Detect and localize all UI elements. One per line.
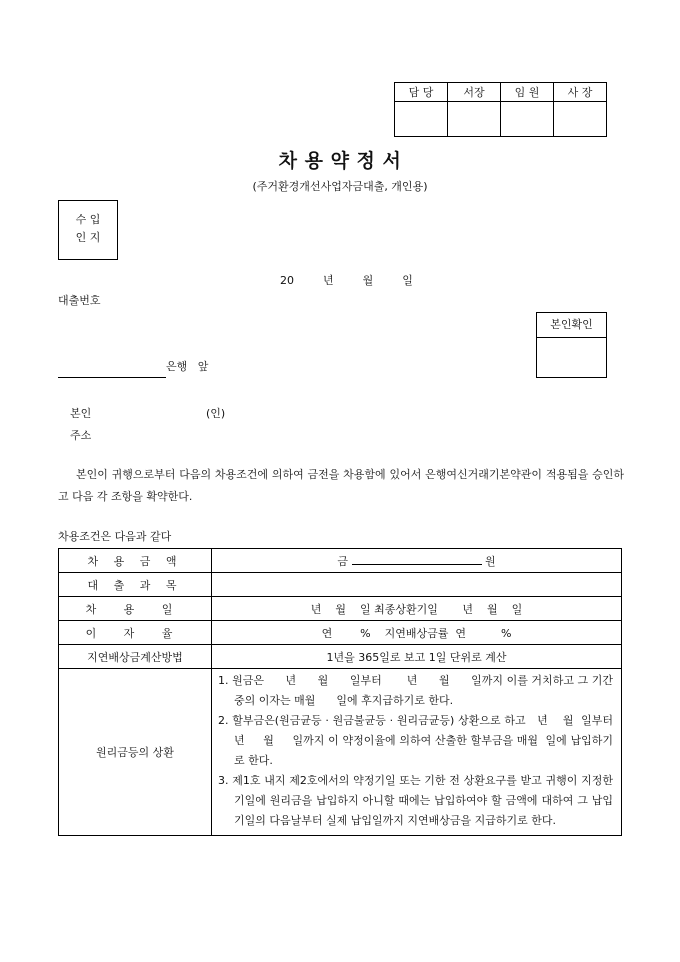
repayment-item-3: 3. 제1호 내지 제2호에서의 약정기일 또는 기한 전 상환요구를 받고 귀행이 지정한 기일에 원리금을 납입하지 아니할 때에는 납입하여야 할 금액에 대하여 그 납입기일의 다음날부터 실제 납입일까지 지연배상금을 지급하기로 한다. [218, 774, 613, 827]
repayment-list [212, 669, 631, 835]
loan-terms-table [58, 548, 631, 836]
approval-sign-manager[interactable] [395, 102, 448, 137]
subject-label: 대 출 과 목 [59, 573, 212, 597]
repayment-label: 원리금등의 상환 [59, 669, 212, 836]
document-title: 차 용 약 정 서 [278, 150, 402, 172]
repayment-item-1: 1. 원금은 년 월 일부터 년 월 일까지 이를 거치하고 그 기간중의 이자는 매월 일에 후지급하기로 한다. [218, 674, 613, 707]
approval-header-chief: 서장 [448, 83, 501, 102]
interest-rate-value[interactable]: 연 % 지연배상금률 연 % [212, 621, 622, 645]
table-row [59, 573, 622, 597]
approval-header-executive: 임 원 [501, 83, 554, 102]
subject-value[interactable] [212, 573, 622, 597]
borrower-seal-label: (인) [206, 407, 226, 420]
table-row [59, 621, 622, 645]
table-row [59, 669, 622, 836]
date-year-label: 년 [323, 274, 334, 287]
approval-header-manager: 담 당 [395, 83, 448, 102]
document-subtitle: (주거환경개선사업자금대출, 개인용) [252, 180, 428, 193]
penalty-method-label: 지연배상금계산방법 [59, 645, 212, 669]
agreement-paragraph: 본인이 귀행으로부터 다음의 차용조건에 의하여 금전을 차용함에 있어서 은행여신거래기본약관이 적용됨을 승인하고 다음 각 조항을 확약한다. [58, 468, 624, 503]
date-month-label: 월 [362, 274, 374, 287]
amount-prefix: 금 [337, 554, 348, 568]
amount-suffix: 원 [485, 554, 496, 568]
table-row [59, 645, 622, 669]
revenue-stamp-box [58, 200, 118, 260]
repayment-item-2: 2. 할부금은(원금균등 · 원금불균등 · 원리금균등) 상환으로 하고 년 월 일부터 년 월 일까지 이 약정이율에 의하여 산출한 할부금을 매월 일에 납입하기로 한다. [218, 714, 631, 767]
approval-sign-president[interactable] [554, 102, 607, 137]
amount-label: 차 용 금 액 [59, 549, 212, 573]
loan-date-label: 차 용 일 [59, 597, 212, 621]
amount-blank[interactable] [352, 554, 482, 565]
borrower-self-label: 본인 [70, 407, 92, 420]
penalty-method-value: 1년을 365일로 보고 1일 단위로 계산 [212, 645, 622, 669]
date-line [280, 272, 413, 288]
identity-check-box [536, 312, 607, 378]
amount-value-cell[interactable] [212, 549, 622, 573]
borrower-address-label: 주소 [70, 429, 92, 442]
table-row [59, 597, 622, 621]
stamp-label-line2: 인 지 [75, 231, 101, 244]
date-prefix: 20 [280, 274, 294, 287]
interest-rate-label: 이 자 율 [59, 621, 212, 645]
table-row [59, 549, 622, 573]
conditions-heading: 차용조건은 다음과 같다 [58, 530, 172, 543]
date-day-label: 일 [402, 274, 413, 287]
approval-sign-executive[interactable] [501, 102, 554, 137]
approval-header-president: 사 장 [554, 83, 607, 102]
bank-addressee-label: 은행 앞 [166, 360, 209, 373]
loan-date-value[interactable]: 년 월 일 최종상환기일 년 월 일 [212, 597, 622, 621]
approval-sign-chief[interactable] [448, 102, 501, 137]
bank-name-blank[interactable] [58, 377, 166, 378]
identity-check-label: 본인확인 [537, 313, 606, 338]
repayment-cell [212, 669, 631, 836]
stamp-label-line1: 수 입 [75, 213, 101, 226]
approval-grid [394, 82, 607, 137]
loan-number-label: 대출번호 [58, 294, 101, 307]
